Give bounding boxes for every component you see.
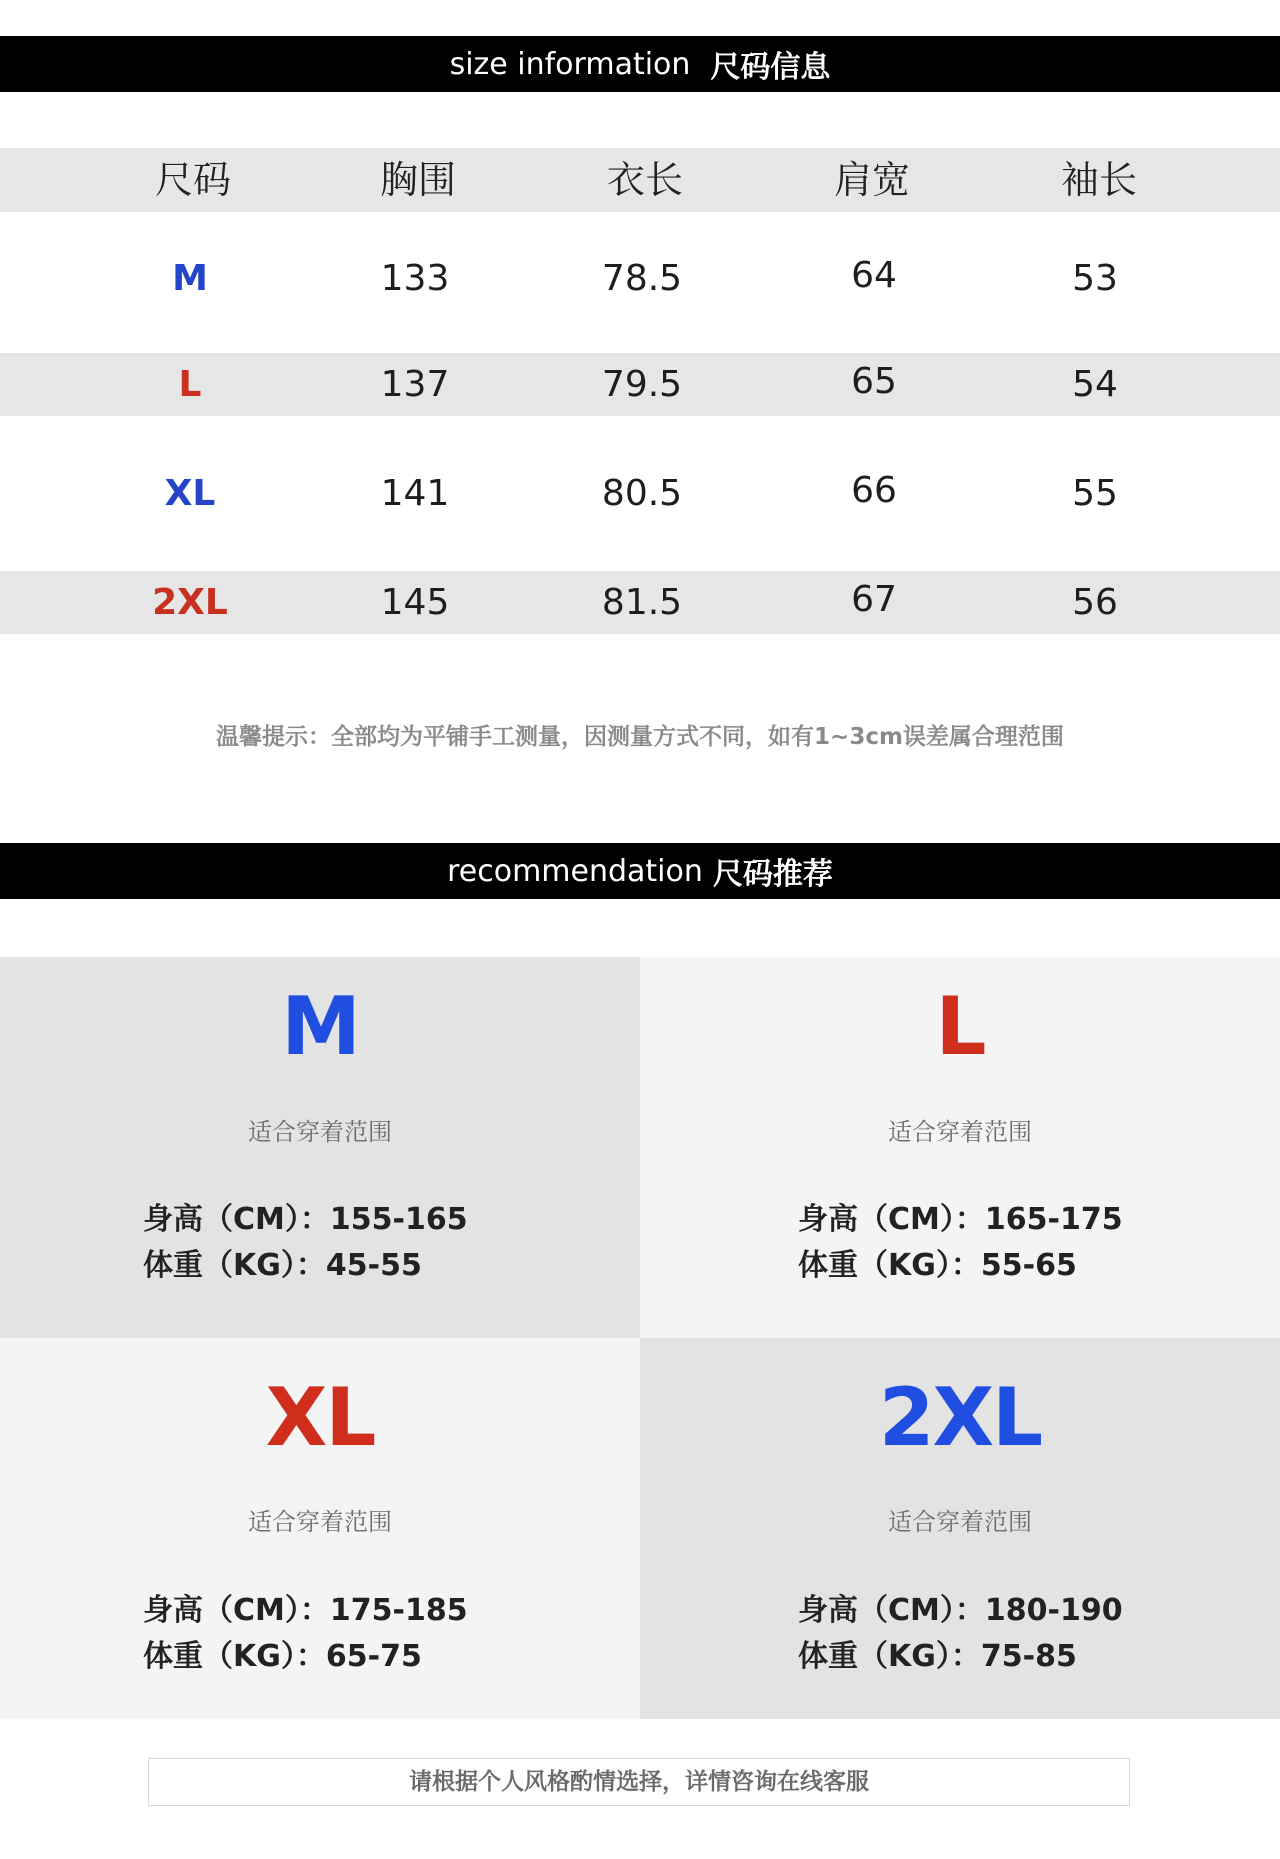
sleeve-cell: 54	[1072, 364, 1118, 405]
chest-cell: 145	[380, 582, 450, 623]
header-size: 尺码	[154, 158, 231, 202]
chest-cell: 141	[380, 473, 450, 514]
sleeve-cell: 55	[1072, 473, 1118, 514]
card-specs	[798, 1588, 1123, 1680]
recommendation-card-xl	[0, 1338, 640, 1719]
size-cell: L	[178, 364, 202, 405]
size-table	[0, 148, 1280, 634]
card-specs	[798, 1197, 1123, 1289]
size-information-title-cn: 尺码信息	[710, 50, 831, 85]
header-chest: 胸围	[379, 158, 456, 202]
card-weight-range: 体重（KG）：75-85	[798, 1639, 1077, 1674]
card-weight-range: 体重（KG）：45-55	[143, 1248, 422, 1283]
shoulder-cell: 64	[851, 255, 897, 296]
card-suit-label: 适合穿着范围	[248, 1508, 392, 1536]
card-specs	[143, 1588, 468, 1680]
measurement-tip: 温馨提示：全部均为平铺手工测量，因测量方式不同，如有1~3cm误差属合理范围	[216, 724, 1064, 750]
card-height-range: 身高（CM）：180-190	[798, 1593, 1123, 1628]
table-row	[0, 462, 1280, 525]
recommendation-card-2xl	[640, 1338, 1280, 1719]
card-weight-range: 体重（KG）：55-65	[798, 1248, 1077, 1283]
size-information-banner	[0, 36, 1280, 92]
card-suit-label: 适合穿着范围	[248, 1118, 392, 1146]
recommendation-banner	[0, 843, 1280, 899]
size-information-title-en: size information	[449, 46, 691, 82]
recommendation-title-cn: 尺码推荐	[712, 857, 833, 892]
table-row	[0, 247, 1280, 310]
header-sleeve: 袖长	[1060, 158, 1137, 202]
sleeve-cell: 53	[1072, 258, 1118, 299]
table-row	[0, 571, 1280, 634]
card-suit-label: 适合穿着范围	[888, 1508, 1032, 1536]
length-cell: 78.5	[601, 258, 683, 299]
length-cell: 80.5	[601, 473, 683, 514]
shoulder-cell: 65	[851, 361, 897, 402]
card-size-label: 2XL	[878, 1371, 1042, 1464]
card-suit-label: 适合穿着范围	[888, 1118, 1032, 1146]
shoulder-cell: 67	[851, 579, 897, 620]
card-weight-range: 体重（KG）：65-75	[143, 1639, 422, 1674]
card-height-range: 身高（CM）：155-165	[143, 1202, 468, 1237]
recommendation-title-en: recommendation	[447, 853, 703, 889]
recommendation-card-m	[0, 957, 640, 1338]
recommendation-grid	[0, 957, 1280, 1719]
footer-note: 请根据个人风格酌情选择，详情咨询在线客服	[148, 1758, 1130, 1806]
shoulder-cell: 66	[851, 470, 897, 511]
size-table-header	[0, 148, 1280, 212]
size-cell: M	[172, 258, 208, 299]
size-cell: 2XL	[152, 582, 228, 623]
card-height-range: 身高（CM）：165-175	[798, 1202, 1123, 1237]
length-cell: 81.5	[601, 582, 683, 623]
chest-cell: 137	[380, 364, 450, 405]
card-size-label: L	[935, 980, 985, 1073]
header-shoulder: 肩宽	[833, 158, 910, 202]
header-length: 衣长	[606, 158, 683, 202]
length-cell: 79.5	[601, 364, 683, 405]
card-size-label: XL	[265, 1371, 375, 1464]
card-size-label: M	[281, 980, 359, 1073]
sleeve-cell: 56	[1072, 582, 1118, 623]
chest-cell: 133	[380, 258, 450, 299]
recommendation-card-l	[640, 957, 1280, 1338]
table-row	[0, 353, 1280, 416]
card-height-range: 身高（CM）：175-185	[143, 1593, 468, 1628]
size-cell: XL	[164, 473, 216, 514]
card-specs	[143, 1197, 468, 1289]
